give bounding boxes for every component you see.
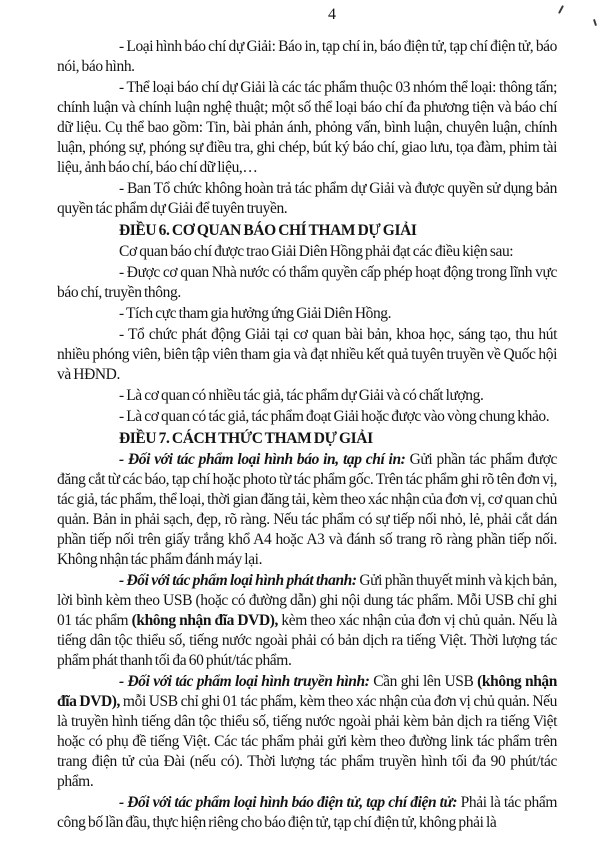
paragraph-text: - Tổ chức phát động Giải tại cơ quan bài bản, khoa học, sáng tạo, thu hút nhiều phóng viên, biên tập viên tham gia và đạt nhiều kết quả tuyên truyền về Quốc hội và HĐND.	[57, 326, 557, 383]
document-body	[57, 36, 557, 833]
paragraph-tich-cuc	[57, 304, 557, 324]
paragraph-ban-to-chuc	[57, 179, 557, 219]
heading-dieu-6	[57, 221, 557, 241]
paragraph-text: - Loại hình báo chí dự Giải: Báo in, tạp chí in, báo điện tử, tạp chí điện tử, báo nói, báo hình.	[57, 38, 557, 75]
paragraph-lead: - Đối với tác phẩm loại hình phát thanh:	[119, 572, 357, 589]
paragraph-text: Phải là tác phẩm công bố lần đầu, thực hiện riêng cho báo điện tử, tạp chí điện tử, không phải là	[57, 794, 557, 831]
paragraph-dieu-kien-intro	[57, 242, 557, 262]
paragraph-text: - Ban Tổ chức không hoàn trả tác phẩm dự Giải và được quyền sử dụng bản quyền tác phẩm dự Giải để tuyên truyền.	[57, 180, 557, 217]
paragraph-text: Gửi phần thuyết minh và kịch bản, lời bình kèm theo USB (hoặc có đường dẫn) ghi nội dung tác phẩm. Mỗi USB chỉ ghi 01 tác phẩm	[57, 572, 557, 629]
paragraph-truyen-hinh	[57, 672, 557, 792]
heading-dieu-7	[57, 429, 557, 449]
scan-artifact-mark	[593, 19, 597, 26]
paragraph-text: mỗi USB chỉ ghi 01 tác phẩm, kèm theo xác nhận của đơn vị chủ quản. Nếu là truyền hình tiếng dân tộc thiểu số, tiếng nước ngoài phải kèm bản dịch ra tiếng Việt hoặc có phụ đề tiếng Việt. Các tác phẩm phải gửi kèm theo đường link tác phẩm trên trang điện tử của Đài (nếu có). Thời lượng tác phẩm truyền hình tối đa 90 phút/tác phẩm.	[57, 693, 557, 790]
heading-text: ĐIỀU 6. CƠ QUAN BÁO CHÍ THAM DỰ GIẢI	[119, 222, 417, 239]
paragraph-lead: - Đối với tác phẩm loại hình báo điện tử, tạp chí điện tử:	[119, 794, 458, 811]
scan-artifact-mark	[558, 5, 564, 14]
paragraph-lead: - Đối với tác phẩm loại hình truyền hình:	[119, 673, 370, 690]
paragraph-phat-thanh	[57, 571, 557, 671]
paragraph-nhieu-tac-gia	[57, 386, 557, 406]
paragraph-lead: - Đối với tác phẩm loại hình báo in, tạp chí in:	[119, 451, 406, 468]
paragraph-loai-hinh-bao-chi	[57, 37, 557, 77]
paragraph-text: - Thể loại báo chí dự Giải là các tác phẩm thuộc 03 nhóm thể loại: thông tấn; chính luận và chính luận nghệ thuật; một số thể loại báo chí đa phương tiện và báo chí dữ liệu. Cụ thể bao gồm: Tin, bài phản ánh, phỏng vấn, bình luận, chuyên luận, chính luận, phóng sự, phóng sự điều tra, ghi chép, bút ký báo chí, giao lưu, tọa đàm, phim tài liệu, ảnh báo chí, báo chí dữ liệu,…	[57, 79, 557, 176]
paragraph-text: Gửi phần tác phẩm được đăng cắt từ các báo, tạp chí hoặc photo từ tác phẩm gốc. Trên tác phẩm ghi rõ tên đơn vị, tác giả, tác phẩm, thể loại, thời gian đăng tải, kèm theo xác nhận của đơn vị, cơ quan chủ quản. Bản in phải sạch, đẹp, rõ ràng. Nếu tác phẩm có sự tiếp nối nhỏ, lẻ, phải cắt dán phần tiếp nối trên giấy trắng khổ A4 hoặc A3 và đánh số trang rõ ràng phần tiếp nối. Không nhận tác phẩm đánh máy lại.	[57, 451, 557, 568]
paragraph-bao-in-tap-chi-in	[57, 450, 557, 570]
paragraph-cap-phep	[57, 263, 557, 303]
page-number: 4	[328, 6, 336, 23]
paragraph-text: - Là cơ quan có nhiều tác giả, tác phẩm dự Giải và có chất lượng.	[119, 387, 484, 404]
paragraph-bold-note: (không nhận đĩa DVD),	[57, 673, 557, 710]
paragraph-bao-dien-tu	[57, 793, 557, 833]
paragraph-bold-note: (không nhận đĩa DVD),	[131, 612, 279, 629]
heading-text: ĐIỀU 7. CÁCH THỨC THAM DỰ GIẢI	[119, 430, 373, 447]
paragraph-the-loai-bao-chi	[57, 78, 557, 178]
paragraph-text: kèm theo xác nhận của đơn vị chủ quản. Nếu là tiếng dân tộc thiểu số, tiếng nước ngoài phải có bản dịch ra tiếng Việt. Thời lượng tác phẩm phát thanh tối đa 60 phút/tác phẩm.	[57, 612, 558, 669]
paragraph-text: - Tích cực tham gia hưởng ứng Giải Diên Hồng.	[119, 305, 392, 322]
paragraph-text: - Là cơ quan có tác giả, tác phẩm đoạt Giải hoặc được vào vòng chung khảo.	[119, 408, 550, 425]
paragraph-tac-gia-doat-giai	[57, 407, 557, 427]
paragraph-to-chuc-phat-dong	[57, 325, 557, 385]
paragraph-text: - Được cơ quan Nhà nước có thẩm quyền cấp phép hoạt động trong lĩnh vực báo chí, truyền thông.	[57, 264, 557, 301]
paragraph-text: Cần ghi lên USB	[369, 673, 478, 690]
paragraph-text: Cơ quan báo chí được trao Giải Diên Hồng phải đạt các điều kiện sau:	[119, 243, 514, 260]
